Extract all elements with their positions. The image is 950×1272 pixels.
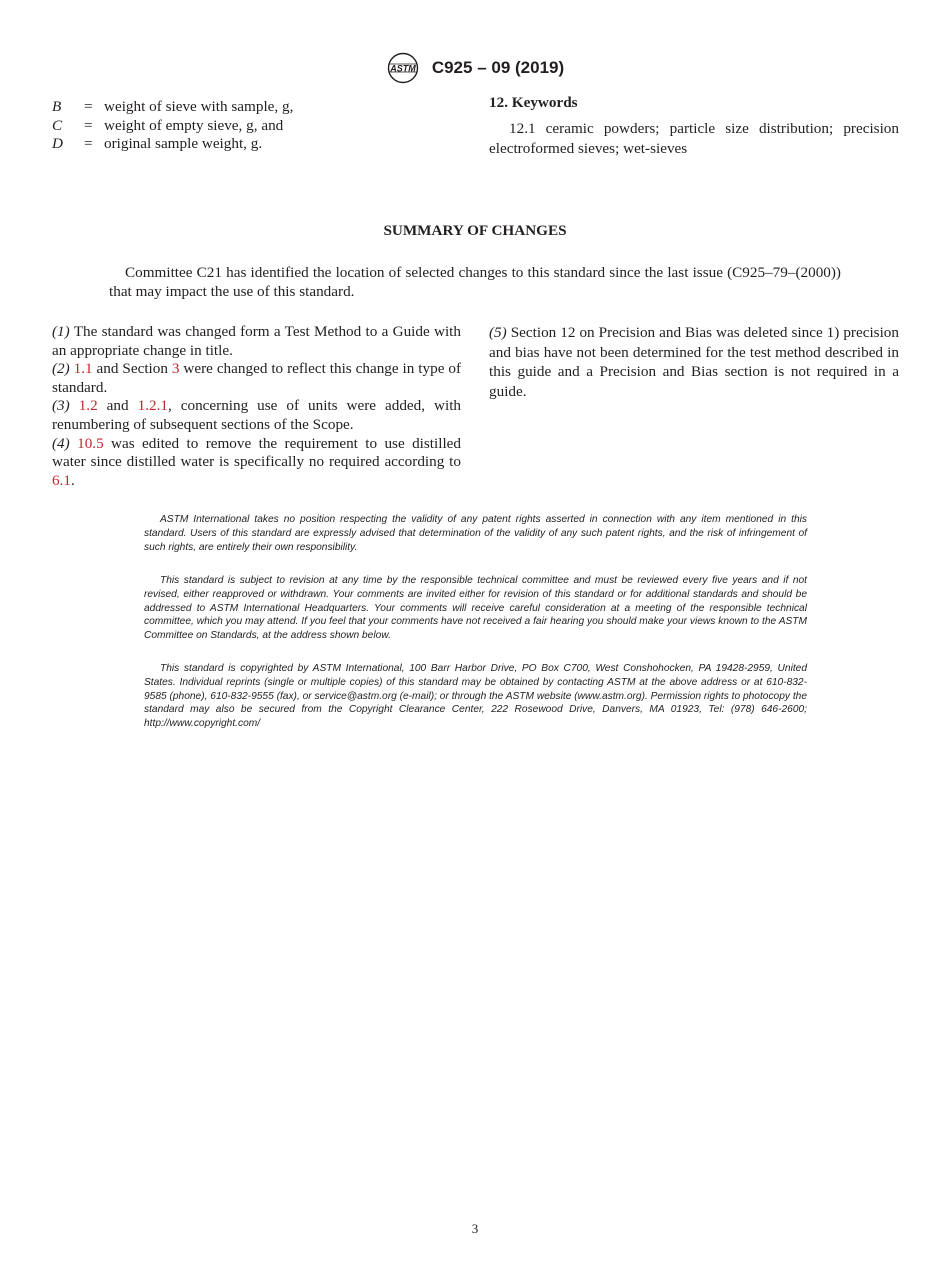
- variable-definitions: [52, 98, 472, 154]
- document-designation: C925 – 09 (2019): [431, 58, 565, 77]
- revision-notice: This standard is subject to revision at any time by the responsible technical committee and must be reviewed every five years and if not revised, either reapproved or withdrawn. Your comments are invited either for revision of this standard or for additional standards and should be addressed to ASTM International Headquarters. Your comments will receive careful consideration at a meeting of the responsible technical committee, which you may attend. If you feel that your comments have not received a fair hearing you should make your views known to the ASTM Committee on Standards, at the address shown below.: [144, 575, 807, 642]
- section-link[interactable]: 1.2: [78, 397, 98, 415]
- change-item-5: (5) Section 12 on Precision and Bias was deleted since 1) precision and bias have not been determined for the test method described in this guide and a Precision and Bias section is not required in a guide.: [489, 324, 899, 400]
- section-link[interactable]: 10.5: [77, 434, 104, 452]
- keywords-text: 12.1 ceramic powders; particle size distribution; precision electroformed sieves; wet-sieves: [489, 119, 899, 157]
- change-item-4: (4) 10.5 was edited to remove the requirement to use distilled water since distilled water is specifically no required according to 6.1.: [52, 434, 461, 489]
- change-item-2: (2) 1.1 and Section 3 were changed to reflect this change in type of standard.: [52, 360, 462, 396]
- variable-row: C = weight of empty sieve, g, and: [52, 116, 284, 134]
- section-link[interactable]: 6.1: [52, 471, 71, 489]
- changes-left-column: [52, 323, 461, 490]
- section-link[interactable]: 1.1: [73, 360, 93, 378]
- changes-right-column: [489, 323, 899, 401]
- change-item-3: (3) 1.2 and 1.2.1, concerning use of units were added, with renumbering of subsequent sections of the Scope.: [52, 397, 462, 433]
- keywords-heading: 12. Keywords: [489, 94, 578, 111]
- copyright-notice: This standard is copyrighted by ASTM International, 100 Barr Harbor Drive, PO Box C700, West Conshohocken, PA 19428-2959, United States. Individual reprints (single or multiple copies) of this standard may be obtained by contacting ASTM at the above address or at 610-832-9585 (phone), 610-832-9555 (fax), or service@astm.org (e-mail); or through the ASTM website (www.astm.org). Permission rights to photocopy the standard may also be secured from the Copyright Clearance Center, 222 Rosewood Drive, Danvers, MA 01923, Tel: (978) 646-2600; http://www.copyright.com/: [144, 663, 807, 730]
- patent-notice: ASTM International takes no position respecting the validity of any patent rights asserted in connection with any item mentioned in this standard. Users of this standard are expressly advised that determination of the validity of any such patent rights, and the risk of infringement of such rights, are entirely their own responsibility.: [144, 514, 807, 553]
- section-link[interactable]: 3: [171, 360, 180, 378]
- summary-intro: Committee C21 has identified the location of selected changes to this standard since the last issue (C925–79–(2000)) that may impact the use of this standard.: [109, 264, 841, 300]
- section-link[interactable]: 1.2.1: [137, 397, 168, 415]
- page-number: 3: [471, 1221, 479, 1236]
- page-header: [0, 52, 950, 84]
- svg-text:ASTM: ASTM: [390, 63, 416, 74]
- summary-title: SUMMARY OF CHANGES: [383, 222, 567, 239]
- astm-logo-icon: [386, 52, 420, 84]
- keywords-section: [489, 94, 899, 159]
- change-item-1: (1) The standard was changed form a Test Method to a Guide with an appropriate change in title.: [52, 323, 461, 359]
- variable-row: B = weight of sieve with sample, g,: [52, 98, 294, 115]
- variable-row: D = original sample weight, g.: [52, 135, 263, 153]
